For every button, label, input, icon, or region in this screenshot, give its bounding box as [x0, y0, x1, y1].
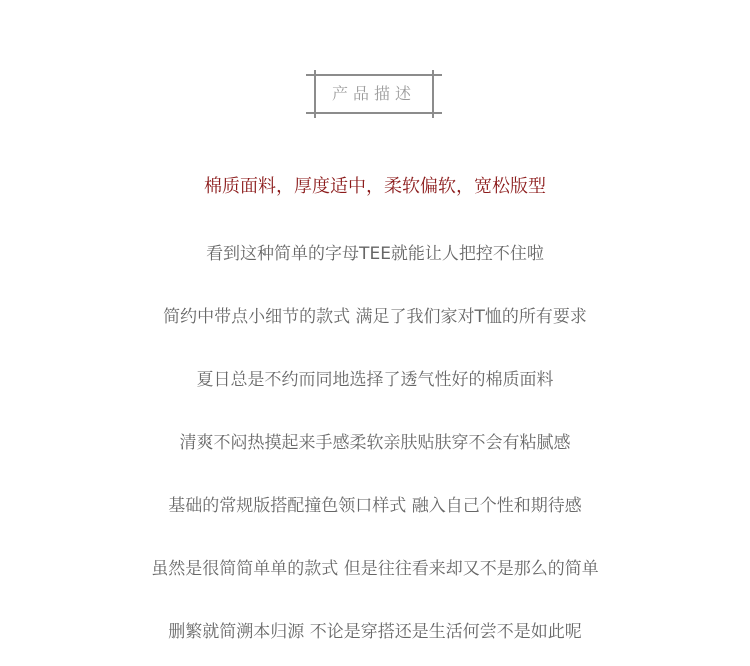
- description-line: 简约中带点小细节的款式 满足了我们家对T恤的所有要求: [163, 307, 587, 327]
- description-line: 删繁就简溯本归源 不论是穿搭还是生活何尝不是如此呢: [168, 622, 582, 642]
- description-line: 基础的常规版搭配撞色领口样式 融入自己个性和期待感: [168, 496, 582, 516]
- description-line: 虽然是很简简单单的款式 但是往往看来却又不是那么的简单: [151, 559, 599, 579]
- section-title-frame: [306, 70, 442, 118]
- product-headline: 棉质面料，厚度适中，柔软偏软，宽松版型: [204, 176, 546, 197]
- section-title: 产品描述: [331, 84, 416, 103]
- description-line: 看到这种简单的字母TEE就能让人把控不住啦: [206, 244, 544, 264]
- description-line: 清爽不闷热摸起来手感柔软亲肤贴肤穿不会有粘腻感: [179, 433, 571, 453]
- description-line: 夏日总是不约而同地选择了透气性好的棉质面料: [196, 370, 554, 390]
